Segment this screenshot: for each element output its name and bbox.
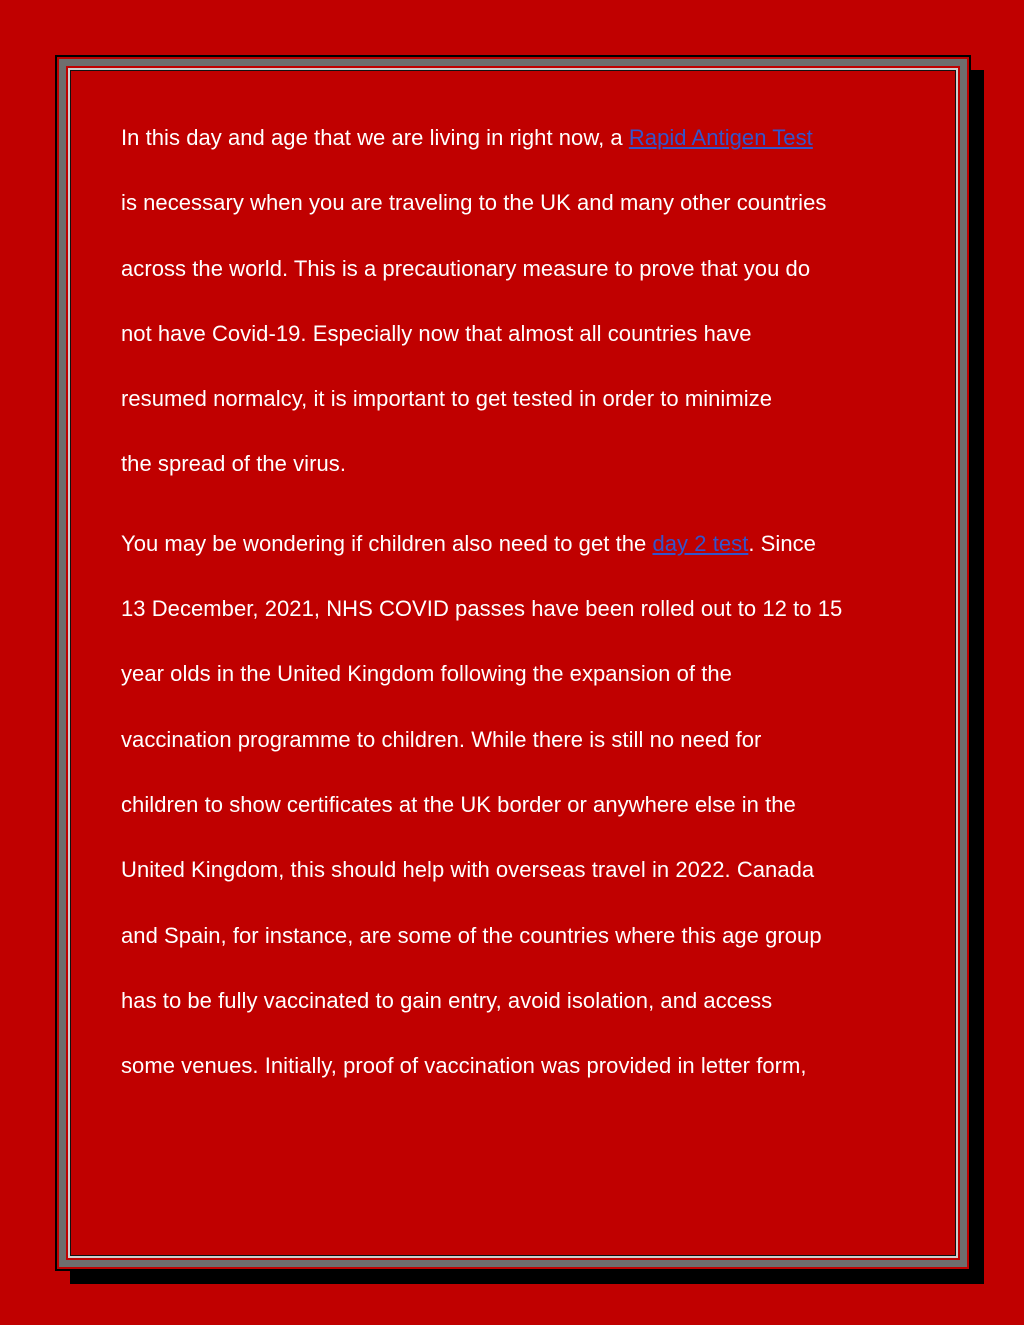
text-line: the spread of the virus. bbox=[121, 451, 346, 477]
text-line: not have Covid-19. Especially now that almost all countries have bbox=[121, 320, 752, 346]
text-line: resumed normalcy, it is important to get tested in order to minimize bbox=[121, 386, 773, 412]
text-line: United Kingdom, this should help with overseas travel in 2022. Canada bbox=[121, 857, 815, 883]
text-line: children to show certificates at the UK border or anywhere else in the bbox=[121, 791, 796, 817]
text-line: You may be wondering if children also need to get the day 2 test. Since bbox=[121, 530, 816, 556]
text-line: 13 December, 2021, NHS COVID passes have been rolled out to 12 to 15 bbox=[121, 596, 843, 622]
text-line: some venues. Initially, proof of vaccination was provided in letter form, bbox=[121, 1053, 807, 1079]
paragraph-1 bbox=[121, 105, 921, 497]
rapid-antigen-test-link[interactable]: Rapid Antigen Test bbox=[628, 125, 813, 150]
text-line: is necessary when you are traveling to the UK and many other countries bbox=[121, 190, 827, 216]
document-body bbox=[121, 105, 921, 1098]
text-line: across the world. This is a precautionary measure to prove that you do bbox=[121, 255, 811, 281]
day-2-test-link[interactable]: day 2 test bbox=[652, 530, 749, 556]
text-line: vaccination programme to children. While there is still no need for bbox=[121, 726, 762, 752]
text-line: In this day and age that we are living in right now, a Rapid Antigen Test bbox=[121, 125, 813, 150]
text-line: has to be fully vaccinated to gain entry, avoid isolation, and access bbox=[121, 987, 773, 1013]
text-line: and Spain, for instance, are some of the countries where this age group bbox=[121, 922, 822, 948]
paragraph-2 bbox=[121, 511, 921, 1099]
text-line: year olds in the United Kingdom following the expansion of the bbox=[121, 661, 732, 687]
